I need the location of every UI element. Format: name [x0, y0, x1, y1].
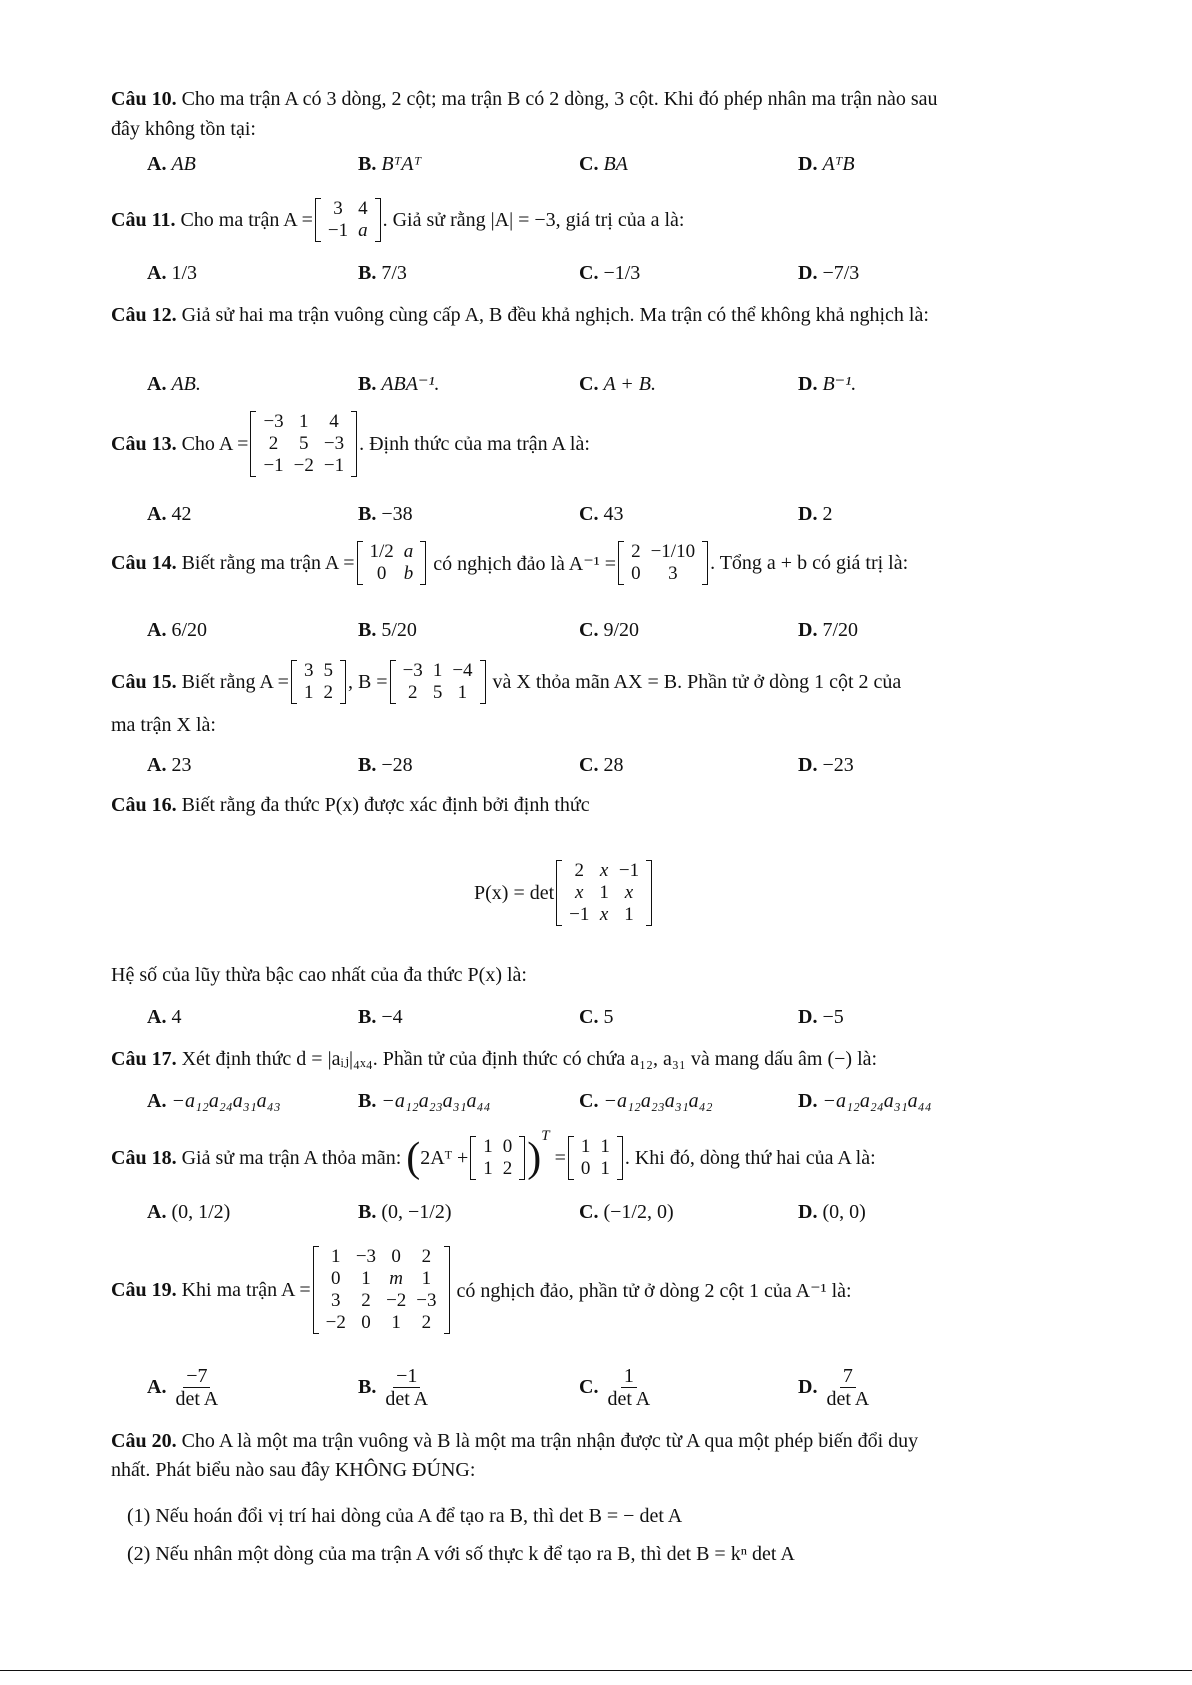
q15-stem: Câu 15. Biết rằng A = 3 5 1 2 , B = −3 1 −4 2 5 1 và X thỏa mãn AX = B. Phần tử ở dòng 1 cột 2 của: [111, 660, 902, 703]
q18-matrix-1: 1 0 1 2: [470, 1136, 525, 1180]
q15-line2: ma trận X là:: [111, 714, 216, 736]
q15-matrix-a: 3 5 1 2: [291, 660, 346, 704]
q15-option-b[interactable]: B. −28: [358, 754, 413, 776]
q16-option-a[interactable]: A. 4: [147, 1006, 182, 1028]
q12-line: Câu 12. Giả sử hai ma trận vuông cùng cấp A, B đều khả nghịch. Ma trận có thể không khả nghịch là:: [111, 304, 929, 326]
q12-option-d[interactable]: D. B⁻¹.: [798, 373, 857, 395]
q11-option-a[interactable]: A. 1/3: [147, 262, 198, 284]
q19-stem: Câu 19. Khi ma trận A = 1 −3 0 2 0 1 m 1 3 2 −2 −3 −2 0 1 2 có nghịch đảo, phần tử ở dòng 2 cột 1 của A⁻¹ là:: [111, 1246, 852, 1333]
q20-line2: nhất. Phát biểu nào sau đây KHÔNG ĐÚNG:: [111, 1459, 476, 1481]
q15-matrix-b: −3 1 −4 2 5 1: [390, 660, 486, 704]
q14-option-b[interactable]: B. 5/20: [358, 619, 417, 641]
q10-label: Câu 10.: [111, 88, 177, 110]
q16-option-c[interactable]: C. 5: [579, 1006, 614, 1028]
q16-line2: Hệ số của lũy thừa bậc cao nhất của đa thức P(x) là:: [111, 964, 527, 986]
q13-option-c[interactable]: C. 43: [579, 503, 624, 525]
q15-option-a[interactable]: A. 23: [147, 754, 192, 776]
q11-matrix: 3 4 −1 a: [315, 198, 381, 242]
q12-option-a[interactable]: A. AB.: [147, 373, 201, 395]
q13-stem: Câu 13. Cho A = −3 1 4 2 5 −3 −1 −2 −1 . Định thức của ma trận A là:: [111, 411, 590, 476]
q10-line1: [111, 86, 938, 112]
q18-option-c[interactable]: C. (−1/2, 0): [579, 1201, 674, 1223]
q10-option-a[interactable]: A. AB: [147, 153, 196, 175]
page-bottom-rule: [0, 1670, 1192, 1671]
q13-option-a[interactable]: A. 42: [147, 503, 192, 525]
q17-option-d[interactable]: D. −a₁₂a₂₄a₃₁a₄₄: [798, 1090, 932, 1112]
q14-option-c[interactable]: C. 9/20: [579, 619, 640, 641]
q17-option-c[interactable]: C. −a₁₂a₂₃a₃₁a₄₂: [579, 1090, 713, 1112]
q14-option-a[interactable]: A. 6/20: [147, 619, 208, 641]
q10-option-d[interactable]: D. AᵀB: [798, 153, 855, 175]
q14-matrix-inverse: 2 −1/10 0 3: [618, 541, 708, 585]
q10-text1: Cho ma trận A có 3 dòng, 2 cột; ma trận B có 2 dòng, 3 cột. Khi đó phép nhân ma trận nào sau: [181, 88, 938, 110]
q18-option-b[interactable]: B. (0, −1/2): [358, 1201, 452, 1223]
q17-line: Câu 17. Xét định thức d = |aᵢⱼ|₄ₓ₄. Phần tử của định thức có chứa a₁₂, a₃₁ và mang dấu âm (−) là:: [111, 1048, 878, 1070]
q20-line1: Câu 20. Cho A là một ma trận vuông và B là một ma trận nhận được từ A qua một phép biến đổi duy: [111, 1430, 919, 1452]
q12-option-c[interactable]: C. A + B.: [579, 373, 657, 395]
q10-option-c[interactable]: C. BA: [579, 153, 628, 175]
q15-option-d[interactable]: D. −23: [798, 754, 854, 776]
q10-option-b[interactable]: B. BᵀAᵀ: [358, 153, 422, 175]
q19-option-c[interactable]: C. $\frac{1}{\text{det A}}$: [579, 1364, 651, 1410]
q17-option-b[interactable]: B. −a₁₂a₂₃a₃₁a₄₄: [358, 1090, 491, 1112]
q18-matrix-2: 1 1 0 1: [568, 1136, 623, 1180]
q13-matrix: −3 1 4 2 5 −3 −1 −2 −1: [250, 411, 357, 477]
q19-option-a[interactable]: A. $\frac{-7}{\text{det A}}$: [147, 1364, 219, 1410]
q13-option-b[interactable]: B. −38: [358, 503, 413, 525]
q18-option-a[interactable]: A. (0, 1/2): [147, 1201, 231, 1223]
q15-option-c[interactable]: C. 28: [579, 754, 624, 776]
q14-option-d[interactable]: D. 7/20: [798, 619, 859, 641]
q19-option-b[interactable]: B. $\frac{-1}{\text{det A}}$: [358, 1364, 429, 1410]
q11-option-c[interactable]: C. −1/3: [579, 262, 641, 284]
q19-matrix: 1 −3 0 2 0 1 m 1 3 2 −2 −3 −2 0 1 2: [313, 1246, 450, 1334]
q12-option-b[interactable]: B. ABA⁻¹.: [358, 373, 440, 395]
q18-stem: Câu 18. Giả sử ma trận A thỏa mãn: ( 2Aᵀ + 1 0 1 2 ) $^T$ = 1 1 0 1 . Khi đó, dòng thứ hai của A là:: [111, 1128, 876, 1181]
q19-option-d[interactable]: D. $\frac{7}{\text{det A}}$: [798, 1364, 870, 1410]
q14-stem: Câu 14. Biết rằng ma trận A = 1/2 a 0 b có nghịch đảo là A⁻¹ = 2 −1/10 0 3 . Tổng a + b có giá trị là:: [111, 541, 909, 584]
q16-line: Câu 16. Biết rằng đa thức P(x) được xác định bởi định thức: [111, 794, 590, 816]
q13-option-d[interactable]: D. 2: [798, 503, 833, 525]
q10-line2: đây không tồn tại:: [111, 118, 256, 140]
q11-option-d[interactable]: D. −7/3: [798, 262, 860, 284]
q16-option-d[interactable]: D. −5: [798, 1006, 844, 1028]
q14-matrix-a: 1/2 a 0 b: [357, 541, 427, 585]
q16-matrix: 2 x −1 x 1 x −1 x 1: [556, 860, 652, 926]
q17-option-a[interactable]: A. −a₁₂a₂₄a₃₁a₄₃: [147, 1090, 281, 1112]
q16-option-b[interactable]: B. −4: [358, 1006, 403, 1028]
q11-option-b[interactable]: B. 7/3: [358, 262, 407, 284]
q11-stem: Câu 11. Cho ma trận A = 3 4 −1 a . Giả sử rằng |A| = −3, giá trị của a là:: [111, 198, 685, 241]
q20-item-1: (1) Nếu hoán đổi vị trí hai dòng của A để tạo ra B, thì det B = − det A: [127, 1505, 683, 1527]
q16-formula: P(x) = det 2 x −1 x 1 x −1 x 1: [474, 852, 654, 934]
q20-item-2: (2) Nếu nhân một dòng của ma trận A với số thực k để tạo ra B, thì det B = kⁿ det A: [127, 1543, 795, 1565]
q18-option-d[interactable]: D. (0, 0): [798, 1201, 866, 1223]
